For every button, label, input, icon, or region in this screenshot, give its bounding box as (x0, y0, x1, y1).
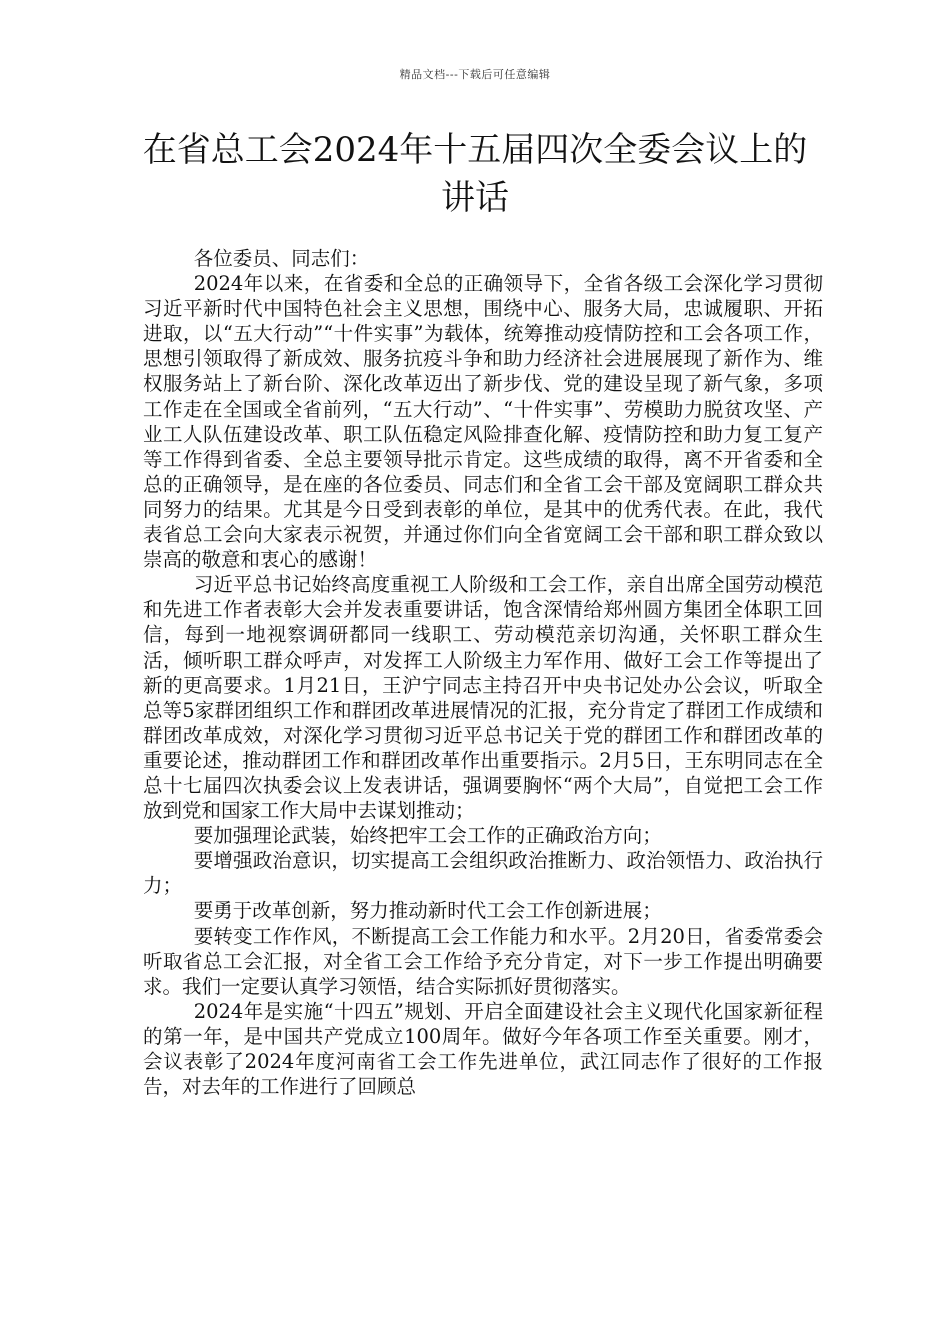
body-paragraph: 习近平总书记始终高度重视工人阶级和工会工作，亲自出席全国劳动模范和先进工作者表彰大会并发表重要讲话，饱含深情给郑州圆方集团全体职工回信，每到一地视察调研都同一线职工、劳动模范亲切沟通，关怀职工群众生活，倾听职工群众呼声，对发挥工人阶级主力军作用、做好工会工作等提出了新的更高要求。1月21日，王沪宁同志主持召开中央书记处办公会议，听取全总等5家群团组织工作和群团改革进展情况的汇报，充分肯定了群团工作成绩和群团改革成效，对深化学习贯彻习近平总书记关于党的群团工作和群团改革的重要论述，推动群团工作和群团改革作出重要指示。2月5日，王东明同志在全总十七届四次执委会议上发表讲话，强调要胸怀“两个大局”，自觉把工会工作放到党和国家工作大局中去谋划推动； (143, 573, 823, 823)
document-body (143, 246, 823, 1099)
document-title: 在省总工会2024年十五届四次全委会议上的讲话 (142, 130, 808, 218)
body-paragraph: 2024年是实施“十四五”规划、开启全面建设社会主义现代化国家新征程的第一年，是中国共产党成立100周年。做好今年各项工作至关重要。刚才，会议表彰了2024年度河南省工会工作先进单位，武江同志作了很好的工作报告，对去年的工作进行了回顾总 (143, 999, 823, 1099)
header-note: 精品文档---下载后可任意编辑 (399, 68, 551, 81)
body-paragraph: 要增强政治意识，切实提高工会组织政治推断力、政治领悟力、政治执行力； (143, 849, 823, 898)
body-paragraph: 要勇于改革创新，努力推动新时代工会工作创新进展； (193, 899, 662, 923)
body-paragraph: 要加强理论武装，始终把牢工会工作的正确政治方向； (193, 824, 662, 848)
body-paragraph: 要转变工作作风，不断提高工会工作能力和水平。2月20日，省委常委会听取省总工会汇报，对全省工会工作给予充分肯定，对下一步工作提出明确要求。我们一定要认真学习领悟，结合实际抓好贯彻落实。 (143, 924, 823, 998)
salutation-paragraph: 各位委员、同志们： (193, 247, 370, 270)
body-paragraph: 2024年以来，在省委和全总的正确领导下，全省各级工会深化学习贯彻习近平新时代中国特色社会主义思想，围绕中心、服务大局，忠诚履职、开拓进取，以“五大行动”“十件实事”为载体，统筹推动疫情防控和工会各项工作，思想引领取得了新成效、服务抗疫斗争和助力经济社会进展展现了新作为、维权服务站上了新台阶、深化改革迈出了新步伐、党的建设呈现了新气象，多项工作走在全国或全省前列，“五大行动”、“十件实事”、劳模助力脱贫攻坚、产业工人队伍建设改革、职工队伍稳定风险排查化解、疫情防控和助力复工复产等工作得到省委、全总主要领导批示肯定。这些成绩的取得，离不开省委和全总的正确领导，是在座的各位委员、同志们和全省工会干部及宽阔职工群众共同努力的结果。尤其是今日受到表彰的单位，是其中的优秀代表。在此，我代表省总工会向大家表示祝贺，并通过你们向全省宽阔工会干部和职工群众致以崇高的敬意和衷心的感谢！ (143, 272, 823, 572)
